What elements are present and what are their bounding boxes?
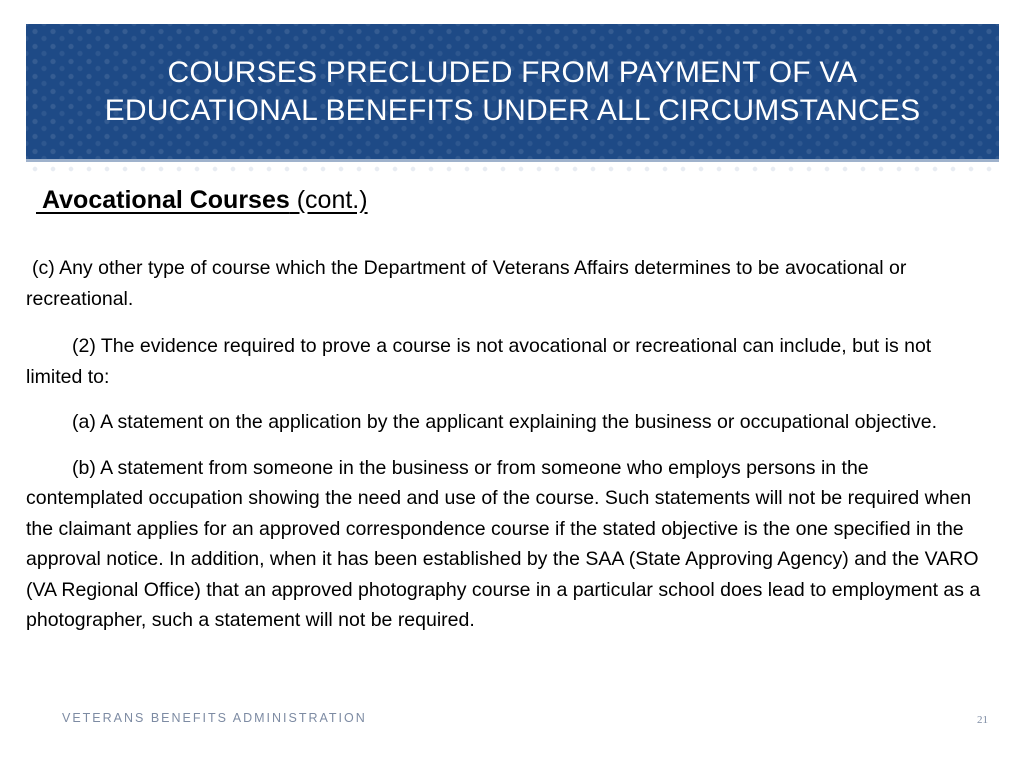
title-banner [26,24,999,162]
paragraph-b: (b) A statement from someone in the business or from someone who employs persons in the contemplated occupation showing the need and use of the course. Such statements will not be required when the claimant applies for an approved correspondence course if the stated objective is the one specified in the approval notice. In addition, when it has been established by the SAA (State Approving Agency) and the VARO (VA Regional Office) that an approved photography course in a particular school does lead to employment as a photographer, such a statement will not be required. [26,456,981,631]
slide-title: COURSES PRECLUDED FROM PAYMENT OF VA EDUCATIONAL BENEFITS UNDER ALL CIRCUMSTANCES [104,55,921,127]
subheading-suffix: (cont.) [289,186,368,214]
paragraph-a: (a) A statement on the application by the applicant explaining the business or occupational objective. [72,411,938,433]
paragraph-c: (c) Any other type of course which the Department of Veterans Affairs determines to be avocational or recreational. [26,257,907,310]
subheading-bold: Avocational Courses [36,186,290,214]
paragraph-2: (2) The evidence required to prove a course is not avocational or recreational can include, but is not limited to: [26,335,932,388]
slide-body [26,253,981,636]
decorative-star-strip [26,162,999,176]
section-subheading [36,184,368,216]
page-number: 21 [977,714,988,726]
footer-organization: VETERANS BENEFITS ADMINISTRATION [62,711,367,725]
